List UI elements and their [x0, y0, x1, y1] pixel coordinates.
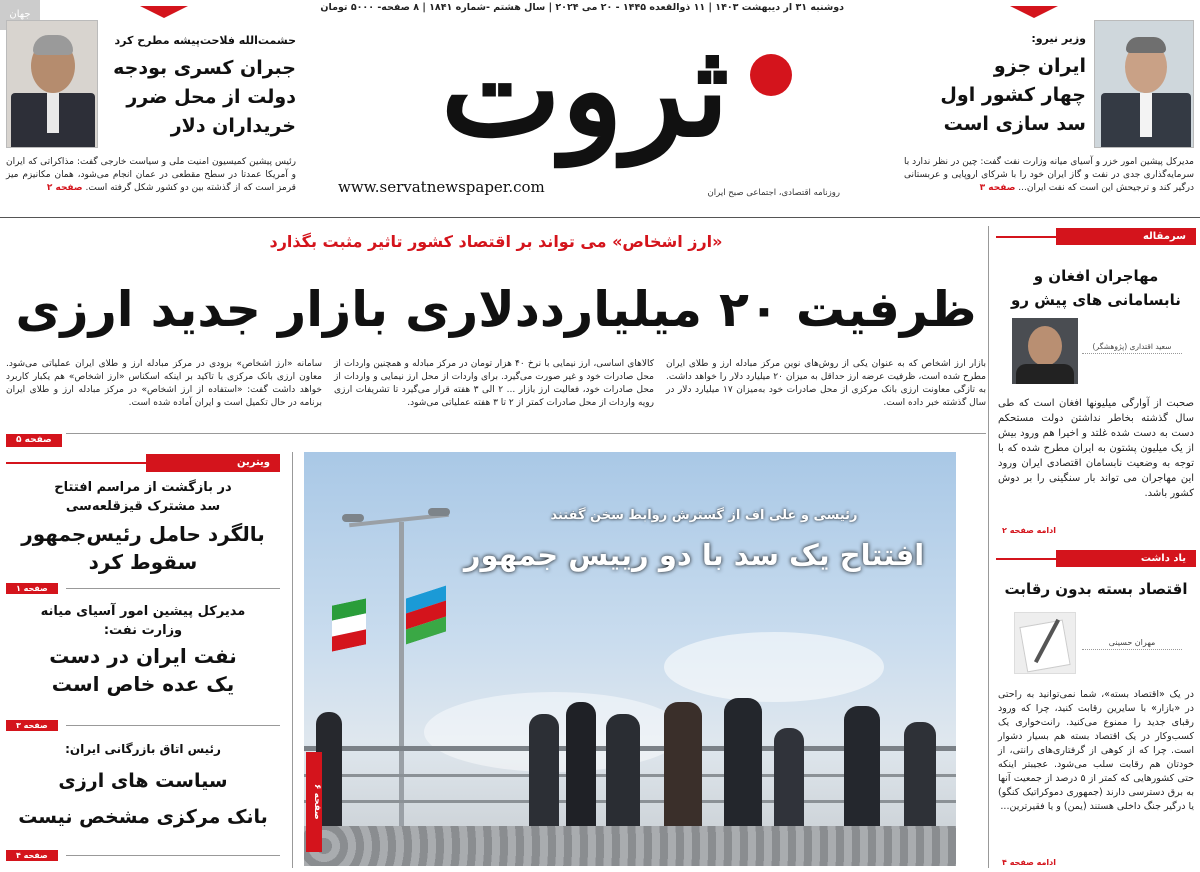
- vitrine-rule: [66, 725, 280, 726]
- headline-line: سقوط کرد: [88, 550, 198, 574]
- photo-subtitle: رئیسی و علی اف از گسترش روابط سخن گفتند: [550, 508, 858, 523]
- tagline: روزنامه اقتصادی، اجتماعی صبح ایران: [707, 188, 840, 198]
- note-author-photo: [1014, 612, 1076, 674]
- headline-line: بالگرد حامل رئیس‌جمهور: [21, 522, 265, 546]
- note-author-label: مهران حسینی: [1082, 638, 1182, 650]
- right-top-headline: [904, 52, 1086, 139]
- editorial-headline: [996, 264, 1196, 312]
- vitrine-story-1[interactable]: [6, 478, 280, 598]
- vitrine-column: [6, 452, 280, 872]
- right-top-body: [904, 156, 1194, 195]
- left-top-body-text: رئیس پیشین کمیسیون امنیت ملی و سیاست خارجی گفت: مذاکراتی که ایران و آمریکا عمدتا در سطح مقطعی در عمان انجام می‌شود، همان مکانیزم میز قرمز است که از گذشته بین دو کشور شکل گرفته است.: [6, 157, 296, 193]
- lamp-head: [428, 508, 450, 516]
- dateline: دوشنبه ۳۱ ار دیبهشت ۱۴۰۳ | ۱۱ ذوالقعده ۱۴۴۵ - ۲۰ می ۲۰۲۴ | سال هشتم -شماره ۱۸۴۱ | ۸ صفحه- ۵۰۰۰ تومان: [320, 2, 844, 13]
- person: [606, 714, 640, 832]
- kicker-line: در بازگشت از مراسم افتتاح: [54, 480, 232, 495]
- kicker-line: وزارت نفت:: [103, 623, 183, 638]
- vitrine-story-1-ref[interactable]: [6, 583, 280, 595]
- person: [844, 706, 880, 832]
- vitrine-story-3-ref-tab: صفحه ۴: [6, 850, 58, 861]
- right-top-photo: [1094, 20, 1194, 148]
- person: [529, 714, 559, 832]
- right-top-photo-shirt: [1140, 93, 1152, 137]
- editorial-author-head: [1028, 326, 1062, 366]
- masthead-divider: [0, 217, 1200, 218]
- vitrine-tab-rule: [6, 462, 146, 464]
- vitrine-story-1-kicker: [6, 478, 280, 516]
- masthead: [0, 0, 1200, 215]
- right-top-body-text: مدیرکل پیشین امور خزر و آسیای میانه وزارت نفت گفت: چین در نظر ندارد با سرمایه‌گذاری جدی در نفت و گاز ایران خود را با شرکای اروپایی و عربستانی درگیر کند و ترجیحش این است که نفت ایران...: [904, 157, 1194, 193]
- top-right-triangle: [1010, 6, 1058, 18]
- left-top-photo-hair: [33, 35, 73, 55]
- editorial-headline-line: نابسامانی های پیش رو: [1011, 291, 1181, 309]
- headline-line: نفت ایران در دست: [49, 644, 237, 668]
- person: [774, 728, 804, 832]
- editorial-body: صحبت از آوارگی میلیونها افغان است که طی سال گذشته بخاطر نداشتن دولت مستحکم دست به دست شده غلتد و اخیرا هم ورود بیش از یک میلیون پشتون به ایران مطرح شده که با توجه به وضعیت نابسامان اقتصادی ایران ورود این مهاجران می تواند بار سنگینی را بر دوش کشور باشد.: [998, 398, 1194, 499]
- note-tab-rule: [996, 558, 1056, 560]
- photo-page-ref-label: صفحه ۶: [312, 784, 322, 820]
- left-top-page-ref[interactable]: صفحه ۲: [46, 183, 83, 193]
- rocks: [304, 826, 956, 866]
- editorial-author-label: سعید اقتداری (پژوهشگر): [1082, 342, 1182, 354]
- headline-line: بانک مرکزی مشخص نیست: [18, 806, 268, 828]
- main-story[interactable]: [6, 222, 986, 444]
- headline-line: سیاست های ارزی: [58, 770, 228, 792]
- photo-page-ref[interactable]: [306, 752, 322, 852]
- left-top-photo: [6, 20, 98, 148]
- corner-badge-label: جهان: [9, 9, 31, 20]
- vitrine-story-3[interactable]: [6, 740, 280, 850]
- editorial-tab: سرمقاله: [1056, 228, 1196, 245]
- main-column-2: کالاهای اساسی، ارز نیمایی با نرخ ۴۰ هزار تومان در مرکز مبادله و همچنین واردات از محل صادرات خود و غیر صورت می‌گیرد. برای واردات از محل ارز نیمایی و واردات از محل صادرات خود، فعالیت ارز بازار ... ۲ الی ۳ هفته قرار می‌گیرد تا تشریفات ارزی رویه واردات از محل صادرات کمتر از ۲ تا ۳ هفته عملیاتی می‌شود.: [334, 359, 654, 408]
- note[interactable]: [996, 548, 1196, 872]
- left-top-story[interactable]: [6, 18, 296, 208]
- logo-text: ثروت: [440, 16, 730, 166]
- right-top-photo-hair: [1126, 37, 1166, 53]
- right-top-page-ref[interactable]: صفحه ۳: [979, 183, 1016, 193]
- vitrine-story-1-ref-tab: صفحه ۱: [6, 583, 58, 594]
- editorial-headline-line: مهاجران افغان و: [1033, 267, 1159, 285]
- left-top-headline-line: خریداران دلار: [170, 115, 296, 137]
- right-top-headline-line: ایران جزو: [993, 55, 1086, 77]
- kicker-line: سد مشترک قیزقلعه‌سی: [65, 499, 221, 514]
- kicker-line: مدیرکل پیشین امور آسیای میانه: [40, 604, 246, 619]
- person: [904, 722, 936, 832]
- lamp-post: [399, 522, 404, 832]
- editorial-author-body: [1016, 364, 1074, 384]
- main-kicker: «ارز اشخاص» می تواند بر اقتصاد کشور تاثیر مثبت بگذارد: [269, 232, 723, 251]
- vitrine-story-3-ref[interactable]: [6, 850, 280, 862]
- left-top-headline-line: دولت از محل ضرر: [126, 86, 296, 108]
- vitrine-rule: [66, 588, 280, 589]
- vitrine-story-2-ref-tab: صفحه ۳: [6, 720, 58, 731]
- note-body: در یک «اقتصاد بسته»، شما نمی‌توانید به راحتی در «بازار» با سایرین رقابت کنید، چرا که ورود رقبای جدید را ممنوع می‌کنید. رانت‌خواری یک کسب‌وکار در یک اقتصاد بسته هم بسیار دشوار است. چرا که از کوهی از گرفتاری‌های رانتی، از خودتان هم رقابت سلب می‌شود. عجیبتر اینکه حتی کشورهایی که کمتر از ۵ درصد از جمعیت آنها به برق دسترسی دارند (جمهوری دموکراتیک کنگو) یا درگیر جنگ داخلی هستند (یمن) و یا فقیرترین...: [998, 689, 1194, 812]
- cloud: [664, 632, 884, 702]
- main-column-3: سامانه «ارز اشخاص» بزودی در مرکز مبادله ارز و طلای ایران عملیاتی می‌شود. معاون ارزی بانک مرکزی با تاکید بر اینکه اسکناس «ارز اشخاص» هم یکبار کاربرد خواهد داشت گفت: «استفاده از ارز اشخاص» در مرکز مبادله ارز و طلای ایران برنامه در حال تکمیل است و ایران آماده شده است.: [6, 359, 322, 408]
- main-page-ref[interactable]: [6, 427, 62, 445]
- vitrine-story-2[interactable]: [6, 602, 280, 717]
- editorial-author-photo: [1012, 318, 1078, 384]
- right-top-story[interactable]: [904, 18, 1194, 208]
- editorial[interactable]: [996, 226, 1196, 536]
- note-tab: یاد داشت: [1056, 550, 1196, 567]
- person: [566, 702, 596, 832]
- vitrine-tab: ویترین: [146, 454, 280, 472]
- headline-line: یک عده خاص است: [51, 672, 235, 696]
- main-photo[interactable]: [304, 452, 956, 866]
- person: [724, 698, 762, 832]
- vitrine-rule: [66, 855, 280, 856]
- left-top-body: [6, 156, 296, 195]
- top-left-triangle: [140, 6, 188, 18]
- left-top-headline: [106, 54, 296, 141]
- editorial-tab-rule: [996, 236, 1056, 238]
- vitrine-story-3-headline: [6, 763, 280, 835]
- azerbaijan-flag: [406, 586, 446, 645]
- person: [664, 702, 702, 832]
- right-top-kicker: وزیر نیرو:: [1031, 32, 1086, 45]
- website-url: www.servatnewspaper.com: [338, 178, 545, 196]
- note-headline: اقتصاد بسته بدون رقابت: [1004, 580, 1188, 598]
- vitrine-story-1-headline: [6, 520, 280, 576]
- main-page-ref-tab: صفحه ۵: [6, 434, 62, 447]
- vitrine-story-2-headline: [6, 642, 280, 698]
- logo-dot: [750, 54, 792, 96]
- photo-title: افتتاح یک سد با دو رییس جمهور: [463, 538, 925, 572]
- left-top-kicker: حشمت‌الله فلاحت‌پیشه مطرح کرد: [114, 34, 296, 47]
- right-column-divider: [988, 226, 989, 868]
- left-top-photo-shirt: [47, 93, 59, 133]
- right-top-headline-line: چهار کشور اول: [940, 84, 1086, 106]
- main-column-1: بازار ارز اشخاص که به عنوان یکی از روش‌های نوین مرکز مبادله ارز و طلای ایران مطرح شده است، ظرفیت عرضه ارز حداقل به میزان ۲۰ میلیارد دلار را خواهد داشت. به تازگی معاونت ارزی بانک مرکزی از محل صادرات خود به‌میزان ۱۷ میلیارد دلار در سال گذشته خبر داده است.: [666, 359, 986, 408]
- note-page-ref[interactable]: ادامه صفحه ۴: [1002, 858, 1056, 867]
- kicker-line: رئیس اتاق بازرگانی ایران:: [65, 742, 221, 756]
- main-bottom-rule: [66, 433, 986, 434]
- left-column-divider: [292, 452, 293, 868]
- vitrine-story-3-kicker: [6, 740, 280, 759]
- right-top-headline-line: سد سازی است: [943, 113, 1086, 135]
- vitrine-story-2-kicker: [6, 602, 280, 640]
- main-headline: ظرفیت ۲۰ میلیارددلاری بازار جدید ارزی: [15, 281, 977, 338]
- editorial-page-ref[interactable]: ادامه صفحه ۲: [1002, 526, 1056, 535]
- iran-flag: [332, 598, 366, 651]
- left-top-headline-line: جبران کسری بودجه: [113, 57, 296, 79]
- lamp-head: [342, 514, 364, 522]
- newspaper-logo: [330, 16, 840, 176]
- vitrine-story-2-ref[interactable]: [6, 720, 280, 732]
